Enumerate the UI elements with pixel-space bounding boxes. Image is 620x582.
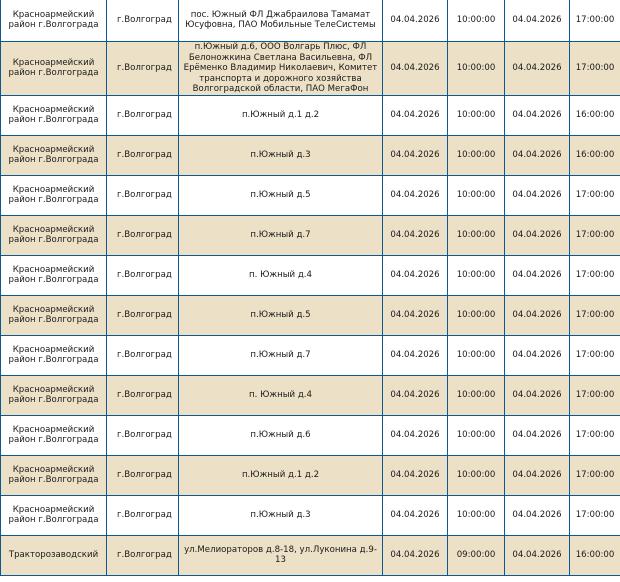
city-cell: г.Волгоград	[107, 135, 179, 175]
start-time-cell: 10:00:00	[448, 42, 505, 96]
district-cell: Красноармейский район г.Волгограда	[1, 255, 107, 295]
address-cell: п.Южный д.1 д.2	[179, 455, 383, 495]
table-row	[1, 135, 620, 175]
city-cell: г.Волгоград	[107, 415, 179, 455]
district-cell: Красноармейский район г.Волгограда	[1, 335, 107, 375]
district-cell: Тракторозаводский	[1, 535, 107, 575]
end-date-cell: 04.04.2026	[505, 42, 570, 96]
start-date-cell: 04.04.2026	[383, 42, 448, 96]
district-cell: Красноармейский район г.Волгограда	[1, 175, 107, 215]
table-row	[1, 375, 620, 415]
end-time-cell: 16:00:00	[570, 95, 620, 135]
end-time-cell: 17:00:00	[570, 375, 620, 415]
start-date-cell: 04.04.2026	[383, 255, 448, 295]
address-cell: п.Южный д.6	[179, 415, 383, 455]
end-date-cell: 04.04.2026	[505, 495, 570, 535]
end-date-cell: 04.04.2026	[505, 215, 570, 255]
table-row	[1, 415, 620, 455]
end-time-cell: 16:00:00	[570, 135, 620, 175]
end-date-cell: 04.04.2026	[505, 95, 570, 135]
end-time-cell: 17:00:00	[570, 42, 620, 96]
table-row	[1, 95, 620, 135]
start-time-cell: 10:00:00	[448, 335, 505, 375]
district-cell: Красноармейский район г.Волгограда	[1, 295, 107, 335]
end-date-cell: 04.04.2026	[505, 0, 570, 42]
start-time-cell: 10:00:00	[448, 135, 505, 175]
end-date-cell: 04.04.2026	[505, 255, 570, 295]
address-cell: п.Южный д.1 д.2	[179, 95, 383, 135]
table-body	[1, 0, 620, 575]
city-cell: г.Волгоград	[107, 215, 179, 255]
table-row	[1, 215, 620, 255]
city-cell: г.Волгоград	[107, 335, 179, 375]
end-date-cell: 04.04.2026	[505, 375, 570, 415]
address-cell: ул.Мелиораторов д.8-18, ул.Луконина д.9-13	[179, 535, 383, 575]
start-date-cell: 04.04.2026	[383, 175, 448, 215]
start-time-cell: 10:00:00	[448, 95, 505, 135]
address-cell: п. Южный д.4	[179, 255, 383, 295]
end-date-cell: 04.04.2026	[505, 415, 570, 455]
table-row	[1, 335, 620, 375]
address-cell: п.Южный д.7	[179, 335, 383, 375]
city-cell: г.Волгоград	[107, 295, 179, 335]
city-cell: г.Волгоград	[107, 0, 179, 42]
start-time-cell: 10:00:00	[448, 495, 505, 535]
start-time-cell: 10:00:00	[448, 255, 505, 295]
address-cell: п.Южный д.6, ООО Волгарь Плюс, ФЛ Белоножкина Светлана Васильевна, ФЛ Ерёменко Владимир Николаевич, Комитет транспорта и дорожного хозяйства Волгоградской области, ПАО МегаФон	[179, 42, 383, 96]
table-row	[1, 535, 620, 575]
start-date-cell: 04.04.2026	[383, 295, 448, 335]
end-time-cell: 17:00:00	[570, 215, 620, 255]
address-cell: п.Южный д.5	[179, 175, 383, 215]
table-row	[1, 42, 620, 96]
district-cell: Красноармейский район г.Волгограда	[1, 135, 107, 175]
city-cell: г.Волгоград	[107, 42, 179, 96]
address-cell: пос. Южный ФЛ Джабраилова Тамамат Юсуфовна, ПАО Мобильные ТелеСистемы	[179, 0, 383, 42]
end-date-cell: 04.04.2026	[505, 535, 570, 575]
address-cell: п. Южный д.4	[179, 375, 383, 415]
end-time-cell: 17:00:00	[570, 495, 620, 535]
start-time-cell: 10:00:00	[448, 415, 505, 455]
table-row	[1, 255, 620, 295]
start-date-cell: 04.04.2026	[383, 375, 448, 415]
district-cell: Красноармейский район г.Волгограда	[1, 95, 107, 135]
address-cell: п.Южный д.5	[179, 295, 383, 335]
start-time-cell: 10:00:00	[448, 215, 505, 255]
end-time-cell: 17:00:00	[570, 455, 620, 495]
district-cell: Красноармейский район г.Волгограда	[1, 42, 107, 96]
end-time-cell: 17:00:00	[570, 335, 620, 375]
start-date-cell: 04.04.2026	[383, 535, 448, 575]
district-cell: Красноармейский район г.Волгограда	[1, 375, 107, 415]
start-date-cell: 04.04.2026	[383, 335, 448, 375]
start-date-cell: 04.04.2026	[383, 135, 448, 175]
end-time-cell: 17:00:00	[570, 175, 620, 215]
end-date-cell: 04.04.2026	[505, 455, 570, 495]
end-date-cell: 04.04.2026	[505, 135, 570, 175]
start-date-cell: 04.04.2026	[383, 495, 448, 535]
end-date-cell: 04.04.2026	[505, 295, 570, 335]
end-date-cell: 04.04.2026	[505, 335, 570, 375]
end-time-cell: 17:00:00	[570, 0, 620, 42]
start-date-cell: 04.04.2026	[383, 0, 448, 42]
city-cell: г.Волгоград	[107, 455, 179, 495]
table-row	[1, 0, 620, 42]
start-date-cell: 04.04.2026	[383, 215, 448, 255]
start-date-cell: 04.04.2026	[383, 95, 448, 135]
start-date-cell: 04.04.2026	[383, 455, 448, 495]
city-cell: г.Волгоград	[107, 375, 179, 415]
end-time-cell: 17:00:00	[570, 295, 620, 335]
start-time-cell: 10:00:00	[448, 175, 505, 215]
start-time-cell: 10:00:00	[448, 455, 505, 495]
table-row	[1, 295, 620, 335]
end-time-cell: 17:00:00	[570, 255, 620, 295]
city-cell: г.Волгоград	[107, 95, 179, 135]
address-cell: п.Южный д.3	[179, 495, 383, 535]
table-row	[1, 175, 620, 215]
table-row	[1, 495, 620, 535]
start-time-cell: 09:00:00	[448, 535, 505, 575]
city-cell: г.Волгоград	[107, 535, 179, 575]
district-cell: Красноармейский район г.Волгограда	[1, 455, 107, 495]
address-cell: п.Южный д.7	[179, 215, 383, 255]
start-time-cell: 10:00:00	[448, 375, 505, 415]
district-cell: Красноармейский район г.Волгограда	[1, 495, 107, 535]
end-time-cell: 16:00:00	[570, 535, 620, 575]
start-time-cell: 10:00:00	[448, 295, 505, 335]
city-cell: г.Волгоград	[107, 255, 179, 295]
table-row	[1, 455, 620, 495]
district-cell: Красноармейский район г.Волгограда	[1, 0, 107, 42]
end-time-cell: 17:00:00	[570, 415, 620, 455]
district-cell: Красноармейский район г.Волгограда	[1, 215, 107, 255]
city-cell: г.Волгоград	[107, 175, 179, 215]
city-cell: г.Волгоград	[107, 495, 179, 535]
start-time-cell: 10:00:00	[448, 0, 505, 42]
district-cell: Красноармейский район г.Волгограда	[1, 415, 107, 455]
end-date-cell: 04.04.2026	[505, 175, 570, 215]
address-cell: п.Южный д.3	[179, 135, 383, 175]
start-date-cell: 04.04.2026	[383, 415, 448, 455]
